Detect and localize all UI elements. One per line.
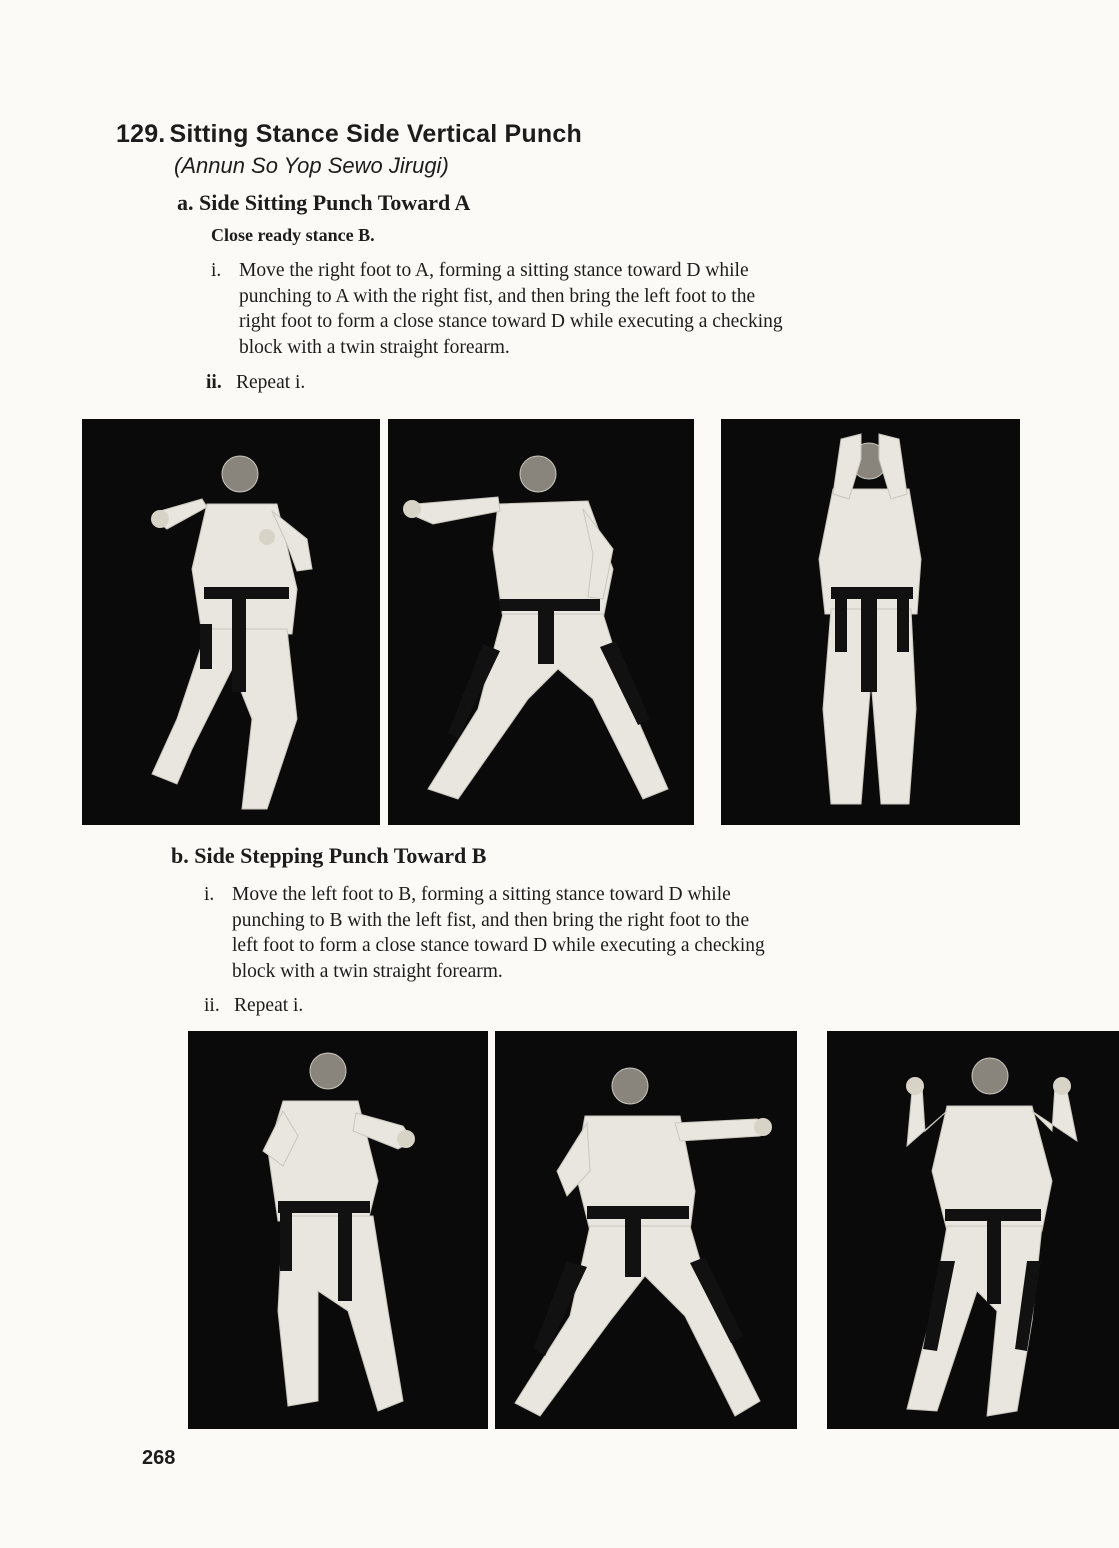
part-a-step-1 xyxy=(211,258,783,360)
step-line: punching to B with the left fist, and then bring the right foot to the xyxy=(232,909,750,931)
ready-stance-note: Close ready stance B. xyxy=(211,225,375,245)
step-marker: i. xyxy=(211,260,222,281)
side-sitting-punch-photo-2 xyxy=(388,419,694,825)
step-line: left foot to form a close stance toward D while executing a checking xyxy=(232,935,765,956)
part-a-step-2 xyxy=(206,370,305,396)
part-a-heading: a. Side Sitting Punch Toward A xyxy=(177,190,471,215)
section-number: 129. xyxy=(116,120,166,148)
section-subtitle: (Annun So Yop Sewo Jirugi) xyxy=(174,153,449,178)
side-stepping-punch-photo-2 xyxy=(495,1031,797,1429)
part-b-step-2 xyxy=(204,993,303,1019)
side-sitting-punch-photo-1 xyxy=(82,419,380,825)
part-b-heading: b. Side Stepping Punch Toward B xyxy=(171,843,487,868)
step-line: block with a twin straight forearm. xyxy=(239,336,510,358)
section-title-text: Sitting Stance Side Vertical Punch xyxy=(169,120,582,148)
step-line: Repeat i. xyxy=(236,372,306,393)
page-number: 268 xyxy=(142,1447,176,1469)
step-marker: i. xyxy=(204,884,215,905)
side-sitting-punch-photo-3 xyxy=(721,419,1020,825)
section-title xyxy=(116,120,582,149)
side-stepping-punch-photo-1 xyxy=(188,1031,488,1429)
step-line: punching to A with the right fist, and then bring the left foot to the xyxy=(239,285,756,307)
step-line: block with a twin straight forearm. xyxy=(232,960,503,982)
step-marker: ii. xyxy=(206,372,222,393)
step-line: Repeat i. xyxy=(234,995,304,1016)
part-b-step-1 xyxy=(204,882,765,984)
step-line: right foot to form a close stance toward D while executing a checking xyxy=(239,311,783,332)
side-stepping-punch-photo-3 xyxy=(827,1031,1119,1429)
step-line: Move the left foot to B, forming a sitting stance toward D while xyxy=(232,884,731,905)
step-line: Move the right foot to A, forming a sitting stance toward D while xyxy=(239,260,749,281)
step-marker: ii. xyxy=(204,995,220,1016)
